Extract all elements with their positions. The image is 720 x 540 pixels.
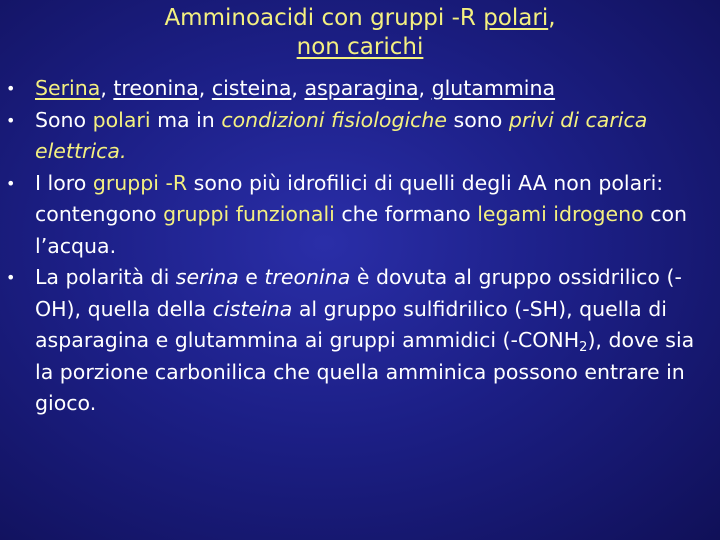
aminoacid-asparagina: asparagina: [304, 76, 419, 100]
title-line-2: non carichi: [296, 34, 424, 60]
bullet-icon: •: [6, 173, 16, 193]
bullet-aminoacid-list: • Serina, treonina, cisteina, asparagina, glutammina: [0, 73, 712, 105]
title-line-1: Amminoacidi con gruppi -R polari,: [164, 5, 556, 31]
aminoacid-cisteina: cisteina: [211, 76, 292, 100]
aminoacid-serina: Serina: [35, 76, 101, 100]
bullet-hydrophilic-text: • I loro gruppi -R sono più idrofilici di quelli degli AA non polari: contengono gruppi funzionali che formano legami idrogeno con l’acqua.: [0, 168, 712, 263]
aminoacid-treonina: treonina: [113, 76, 199, 100]
aminoacid-glutammina: glutammina: [431, 76, 556, 100]
bullet-functional-groups-text: • La polarità di serina e treonina è dovuta al gruppo ossidrilico (-OH), quella della cisteina al gruppo sulfidrilico (-SH), quella di asparagina e glutammina ai gruppi ammidici $(-CONH_2)$, dove sia la porzione carbonilica che quella amminica possono entrare in gioco.: [0, 262, 712, 420]
bullet-polarity-text: • Sono polari ma in condizioni fisiologiche sono privi di carica elettrica.: [0, 105, 712, 168]
bullet-icon: •: [6, 79, 16, 98]
slide-title: [0, 4, 720, 62]
bullet-icon: •: [6, 110, 16, 130]
bullet-list: [0, 73, 712, 420]
bullet-icon: •: [6, 268, 16, 287]
